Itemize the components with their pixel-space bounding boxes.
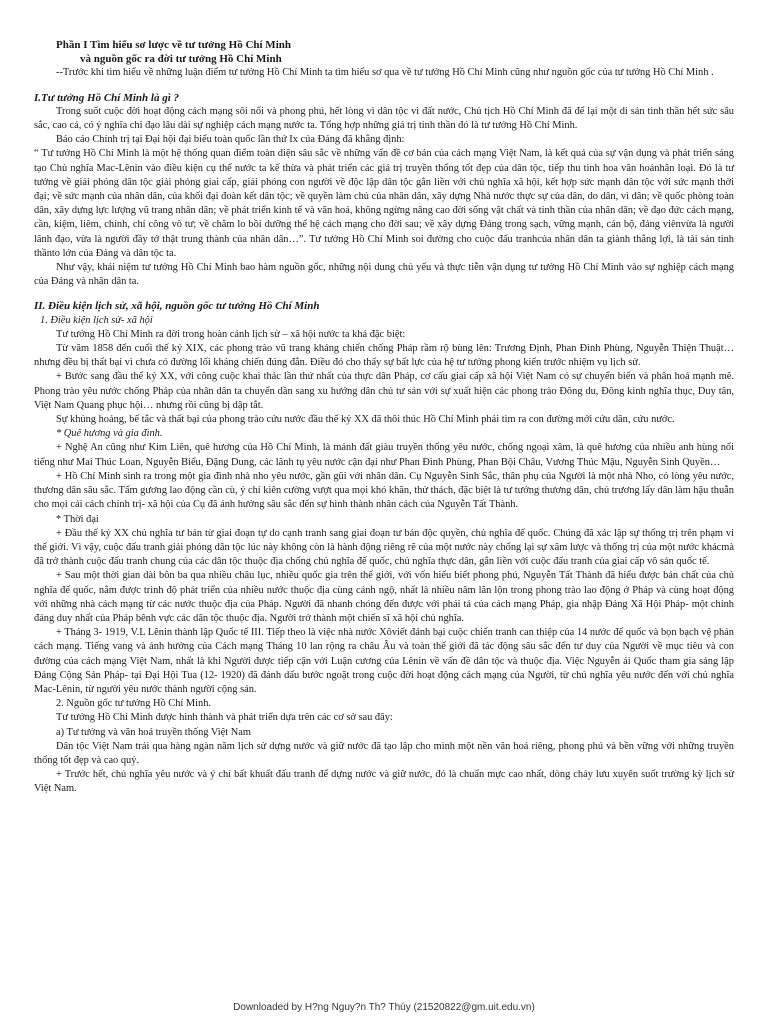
- title-line-2: và nguồn gốc ra đời tư tưởng Hồ Chí Minh: [80, 53, 282, 66]
- intro-paragraph: --Trước khi tìm hiểu về những luận điểm tư tưởng Hồ Chí Minh ta tìm hiểu sơ qua về tư tưởng Hồ Chí Minh cũng như nguồn gốc của tư tưởng Hồ Chí Minh .: [56, 67, 714, 79]
- paragraph: + Hồ Chí Minh sinh ra trong một gia đình nhà nho yêu nước, gần gũi với nhân dân. Cụ Nguyễn Sinh Sắc, thân phụ của Người là một nhà Nho, có lòng yêu nước, thương dân sâu sắc. Tấm gương lao động cần cù, ý chí kiên cường vượt qua mọi khó khăn, thử thách, đặc biệt là tư tưởng thương dân, chủ trương lấy dân làm hậu thuẫn cho mọi cải cách chính trị- xã hội của Cụ đã ảnh hưởng sâu sắc đến sự hình thành nhân cách của Nguyễn Tất Thành.: [34, 470, 734, 511]
- paragraph: + Trước hết, chủ nghĩa yêu nước và ý chí bất khuất đấu tranh để dựng nước và giữ nước, đó là chuẩn mực cao nhất, dòng chảy lưu xuyên suốt trường kỳ lịch sử Việt Nam.: [34, 769, 734, 795]
- paragraph: + Sau một thời gian dài bôn ba qua nhiều châu lục, nhiều quốc gia trên thế giới, với vốn hiểu biết phong phú, Nguyễn Tất Thành đã hiểu được bản chất của chủ nghĩa đế quốc, nắm được trình độ phát triển của nhiều nước thuộc địa cùng cảnh ngộ, nhất là nhiều năm lăn lộn trong phong trào lao động ở Pháp và cùng hoạt động với những nhà cách mạng từ các nước thuộc địa của Pháp. Người đã nhanh chóng đến được với phái tả của cách mạng Pháp, gia nhập Đảng Xã Hội Pháp- một chính đảng duy nhất của Pháp bênh vực các dân tộc thuộc địa. Người trở thành một chiến sĩ xã hội chủ nghĩa.: [34, 570, 734, 624]
- paragraph: Báo cáo Chính trị tại Đại hội đại biểu toàn quốc lần thứ Ix của Đảng đã khẳng định:: [56, 134, 405, 146]
- paragraph: Sự khủng hoảng, bế tắc và thất bại của phong trào cứu nước đầu thế kỷ XX đã thôi thúc Hồ Chí Minh phải tìm ra con đường mới cứu dân, cứu nước.: [56, 414, 675, 426]
- paragraph: Như vậy, khái niệm tư tưởng Hồ Chí Minh bao hàm nguồn gốc, những nội dung chủ yếu và thực tiễn vận dụng tư tưởng Hồ Chí Minh vào sự nghiệp cách mạng của Đảng và nhân dân ta.: [34, 262, 734, 288]
- paragraph: Tư tưởng Hồ Chí Minh được hình thành và phát triển dựa trên các cơ sở sau đây:: [56, 712, 393, 724]
- paragraph: Trong suốt cuộc đời hoạt động cách mạng sôi nổi và phong phú, hết lòng vì dân tộc vì đất nước, Chủ tịch Hồ Chí Minh đã để lại một di sản tinh thần hết sức sâu sắc, cao cả, có ý nghĩa chỉ đạo lâu dài sự nghiệp cách mạng nước ta. Tổng hợp những giá trị tinh thần đó là tư tưởng Hồ Chí Minh.: [34, 105, 734, 132]
- paragraph: Dân tộc Việt Nam trải qua hàng ngàn năm lịch sử dựng nước và giữ nước đã tạo lập cho mình một nền văn hoá riêng, phong phú và bền vững với những truyền thống tốt đẹp và cao quý.: [34, 740, 734, 766]
- subsection-heading: 2. Nguồn gốc tư tưởng Hồ Chí Minh.: [56, 698, 212, 710]
- bullet-heading: * Thời đại: [56, 513, 99, 525]
- paragraph: Từ văm 1858 đến cuối thế kỷ XIX, các phong trào vũ trang kháng chiến chống Pháp rầm rộ bùng lên: Trương Định, Phan Đình Phùng, Nguyễn Thiện Thuật… nhưng đều bị thất bại vì chưa có đường lối kháng chiến đúng đắn. Điều đó cho thấy sự bất lực của hệ tư tưởng phong kiến trước nhiệm vụ lịch sử.: [34, 343, 734, 369]
- list-item-heading: a) Tư tưởng và văn hoá truyền thống Việt Nam: [56, 726, 251, 738]
- section-heading-2: II. Điều kiện lịch sử, xã hội, nguồn gốc tư tưởng Hồ Chí Minh: [34, 300, 320, 313]
- document-body: [34, 38, 734, 797]
- section-heading-1: I.Tư tưởng Hồ Chí Minh là gì ?: [34, 91, 180, 104]
- download-footer: Downloaded by H?ng Nguy?n Th? Thúy (21520822@gm.uit.edu.vn): [233, 1002, 535, 1013]
- paragraph: Tư tưởng Hồ Chí Minh ra đời trong hoàn cảnh lịch sử – xã hội nước ta khá đặc biệt:: [56, 328, 406, 340]
- paragraph: + Nghệ An cũng như Kim Liên, quê hương của Hồ Chí Minh, là mảnh đất giàu truyền thống yêu nước, chống ngoại xâm, là quê hương của nhiều anh hùng nổi tiếng như Mai Thúc Loan, Nguyễn Biểu, Đặng Dung, các lãnh tụ yêu nước cận đại như Phan Đình Phùng, Phan Bội Châu, Vương Thúc Mậu, Nguyễn Sinh Quyền…: [34, 442, 734, 468]
- paragraph: + Đầu thế kỷ XX chủ nghĩa tư bản từ giai đoạn tự do cạnh tranh sang giai đoạn tư bản độc quyền, chủ nghĩa đế quốc. Chúng đã xác lập sự thống trị trên phạm vi thế giới. Vì vậy, cuộc đấu tranh giải phóng dân tộc lúc này không còn là hành động riêng rẽ của một nước này chống lại sự xâm lược và thống trị của một nước khácmà đã trở thành cuộc đấu tranh chung của các dân tộc thuộc địa chống chủ nghĩa đế quốc, chủ nghĩa thực dân, gắn liền với cuộc đấu tranh của giai cấp vô sản quốc tế.: [34, 527, 734, 568]
- paragraph: + Tháng 3- 1919, V.L Lênin thành lập Quốc tế III. Tiếp theo là việc nhà nước Xôviết đánh bại cuộc chiến tranh can thiệp của 14 nước đế quốc và bọn bạch vệ phản cách mạng. Tiếng vang và ảnh hưởng của Cách mạng Tháng 10 lan rộng ra châu Âu và toàn thế giới đã tác động sâu sắc đến tư duy của Người về mục tiêu và con đường của cách mạng Việt Nam, nhất là khi Người được tiếp cận với Luận cương của Lênin về vấn đề dân tộc và thuộc địa. Việc Nguyễn ái Quốc tham gia sáng lập Đảng Cộng Sản Pháp- tại Đại Hội Tua (12- 1920) đã đánh dấu bước ngoặt trong cuộc đời hoạt động cách mạng của Người, từ chủ nghĩa yêu nước đến với chủ nghĩa Mac-Lênin, từ người yêu nước thành người cộng sản.: [34, 627, 734, 695]
- bullet-heading: * Quê hương và gia đình.: [56, 428, 163, 440]
- quote-paragraph: “ Tư tưởng Hồ Chí Minh là một hệ thống quan điểm toàn diện sâu sắc về những vấn đề cơ bản của cách mạng Việt Nam, là kết quả của sự vận dụng và phát triển sáng tạo Chủ nghĩa Mac-Lênin vào điều kiện cụ thể nước ta kế thừa và phát triển các giá trị truyền thống tốt đẹp của dân tộc, tiếp thu tinh hoa văn hoánhân loại. Đó là tư tưởng về giải phóng dân tộc giải phóng giai cấp, giải phóng con người về độc lập dân tộc gắn liền với chủ nghĩa xã hội, kết hợp sức mạnh dân tộc với sức mạnh thời đại; về sức mạnh của nhân dân, của khối đại đoàn kết dân tộc; về quyền làm chủ của nhân dân, xây dựng Nhà nước thực sự của dân, do dân, vì dân; về quốc phòng toàn dân, xây dựng lực lượng vũ trang nhân dân; về phát triển kinh tế và văn hoá, không ngừng nâng cao đời sống vật chất và tinh thần của nhân dân; về đạo đức cách mạng, cần, kiệm, liêm, chính, chí công vô tư; về chăm lo bồi dưỡng thế hệ cách mạng cho đời sau; về xây dựng Đảng trong sạch, vững mạnh, cán bộ, đảng viênvừa là người lãnh đạo, vừa là người đầy tớ thật trung thành của nhân dân…”. Tư tưởng Hồ Chí Minh soi đường cho cuộc đấu tranhcủa nhân dân ta giành thắng lợi, là tài sản tinh thầnto lớn của Đảng và dân tộc ta.: [34, 148, 734, 259]
- paragraph: + Bước sang đầu thế kỷ XX, với công cuộc khai thác lần thứ nhất của thực dân Pháp, cơ cấu giai cấp xã hội Việt Nam có sự chuyển biến và phân hoá mạnh mẽ. Phong trào yêu nước chống Pháp của nhân dân ta chuyển dần sang xu hướng dân chủ tư sản với sự xuất hiện các phong trào Đông du, Đông kinh nghĩa thục, Duy tân, Việt Nam Quang phục hội… nhưng rồi cũng bị dập tắt.: [34, 371, 734, 411]
- title-line-1: Phần I Tìm hiểu sơ lược về tư tưởng Hồ Chí Minh: [56, 39, 291, 51]
- subsection-heading: 1. Điều kiện lịch sử- xã hội: [40, 314, 153, 326]
